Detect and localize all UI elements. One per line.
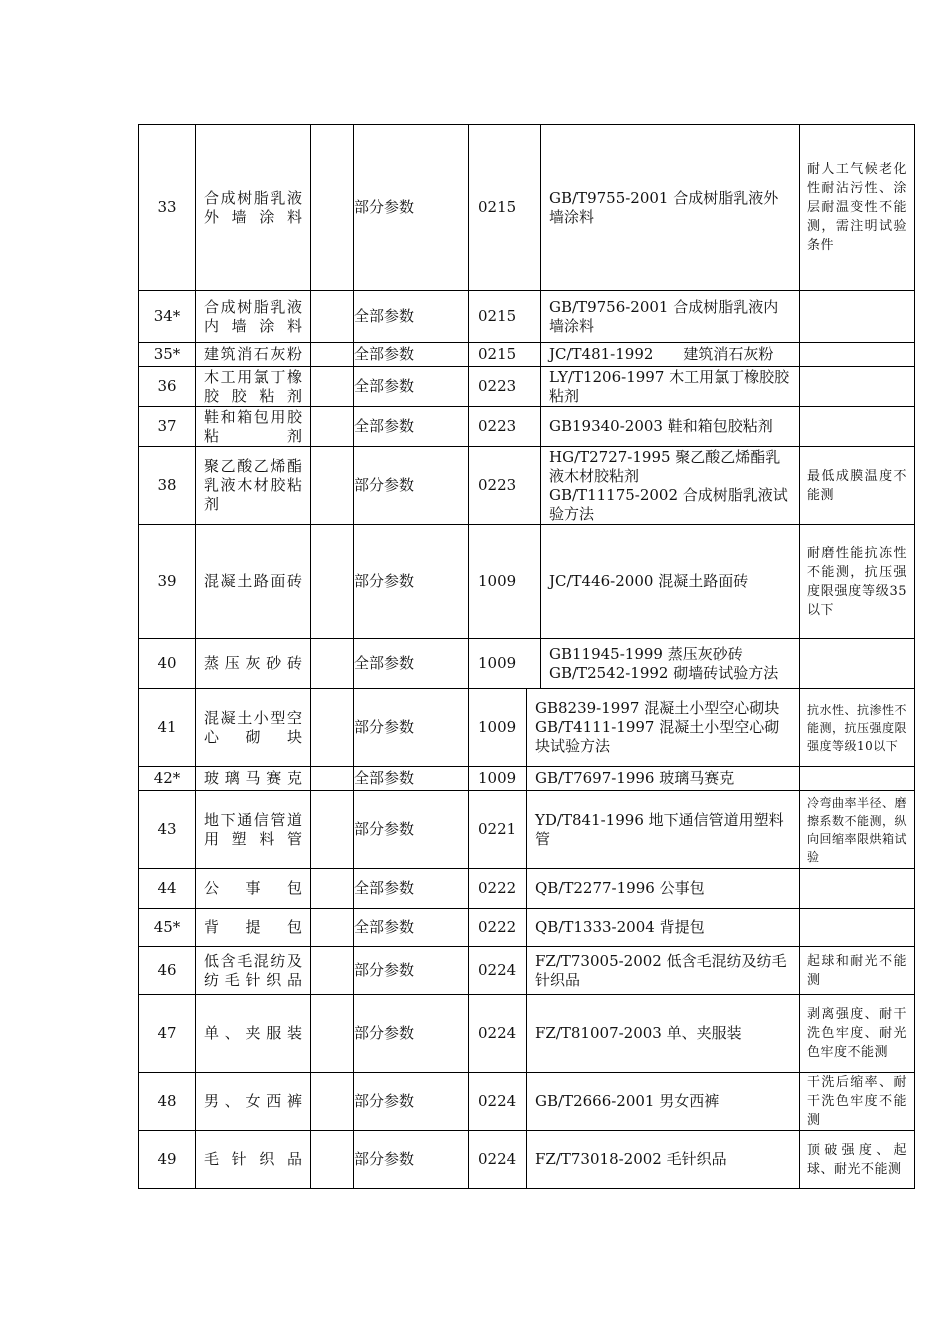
test-scope-text: 全部参数: [354, 417, 415, 435]
category-code: [469, 995, 526, 1072]
product-name-text: 鞋和箱包用胶粘剂: [204, 407, 302, 445]
row-number: [139, 639, 195, 688]
remark-text: 耐人工气候老化性耐沾污性、涂层耐温变性不能测，需注明试验条件: [807, 162, 907, 253]
remark-text: 最低成膜温度不能测: [807, 468, 907, 503]
row-number: [139, 1073, 195, 1130]
table-rule: [310, 124, 311, 1189]
standard-reference-text: GB/T2666-2001 男女西裤: [535, 1092, 720, 1110]
remark-text: 起球和耐光不能测: [807, 953, 907, 988]
remark-text: 顶破强度、起球、耐光不能测: [807, 1142, 907, 1177]
standard-reference-text: GB/T7697-1996 玻璃马赛克: [535, 769, 735, 787]
test-scope: [354, 1073, 468, 1130]
standard-reference-text: QB/T1333-2004 背提包: [535, 918, 705, 936]
standard-reference-text: GB11945-1999 蒸压灰砂砖 GB/T2542-1992 砌墙砖试验方法: [549, 644, 779, 682]
category-code: [469, 1131, 526, 1188]
standard-reference: [527, 1131, 799, 1188]
product-name-text: 毛针织品: [204, 1150, 302, 1168]
product-name-text: 单、夹服装: [204, 1024, 302, 1042]
category-code-text: 0222: [478, 879, 517, 897]
category-code: [469, 407, 540, 446]
row-number: [139, 767, 195, 790]
product-name-text: 蒸压灰砂砖: [204, 654, 302, 672]
remark: [800, 909, 914, 946]
standard-reference: [527, 947, 799, 994]
test-scope: [354, 367, 468, 406]
row-number-text: 44: [157, 879, 177, 897]
category-code-text: 1009: [478, 654, 517, 672]
product-name-text: 地下通信管道用塑料管: [204, 810, 302, 848]
remark: [800, 447, 914, 524]
category-code-text: 0223: [478, 476, 517, 494]
standard-reference: [527, 791, 799, 868]
test-scope: [354, 995, 468, 1072]
remark: [800, 767, 914, 790]
test-scope-text: 全部参数: [354, 345, 415, 363]
product-name: [196, 125, 310, 290]
row-number-text: 49: [157, 1150, 177, 1168]
row-number-text: 40: [157, 654, 177, 672]
remark: [800, 125, 914, 290]
product-name-text: 合成树脂乳液内墙涂料: [204, 297, 302, 335]
product-name-text: 聚乙酸乙烯酯乳液木材胶粘剂: [204, 457, 302, 513]
row-number: [139, 869, 195, 908]
row-number-text: 47: [157, 1024, 177, 1042]
test-scope-text: 部分参数: [354, 961, 415, 979]
category-code-text: 1009: [478, 769, 517, 787]
test-scope: [354, 125, 468, 290]
category-code-text: 0224: [478, 1024, 517, 1042]
product-name: [196, 767, 310, 790]
product-name: [196, 525, 310, 638]
remark: [800, 689, 914, 766]
test-scope: [354, 689, 468, 766]
test-scope-text: 部分参数: [354, 476, 415, 494]
category-code-text: 0224: [478, 1150, 517, 1168]
row-number-text: 35*: [153, 345, 181, 363]
row-number-text: 42*: [153, 769, 181, 787]
standard-reference-text: FZ/T73018-2002 毛针织品: [535, 1150, 727, 1168]
test-scope-text: 全部参数: [354, 654, 415, 672]
test-scope: [354, 343, 468, 366]
standard-reference: [541, 343, 799, 366]
remark-text: 干洗后缩率、耐干洗色牢度不能测: [807, 1075, 907, 1128]
test-scope: [354, 291, 468, 342]
test-scope-text: 全部参数: [354, 307, 415, 325]
category-code-text: 0224: [478, 1092, 517, 1110]
product-name-text: 男、女西裤: [204, 1092, 302, 1110]
remark: [800, 1131, 914, 1188]
table-rule: [914, 124, 915, 1189]
category-code-text: 0221: [478, 820, 517, 838]
category-code: [469, 767, 526, 790]
standard-reference: [541, 525, 799, 638]
category-code: [469, 525, 540, 638]
product-name-text: 玻璃马赛克: [204, 769, 302, 787]
category-code: [469, 447, 540, 524]
category-code: [469, 291, 540, 342]
remark: [800, 791, 914, 868]
product-name-text: 混凝土小型空心砌块: [204, 708, 302, 746]
standard-reference: [527, 767, 799, 790]
product-name-text: 公事包: [204, 879, 302, 897]
row-number: [139, 791, 195, 868]
category-code-text: 1009: [478, 718, 517, 736]
standard-reference-text: FZ/T81007-2003 单、夹服装: [535, 1024, 742, 1042]
row-number-text: 37: [157, 417, 177, 435]
product-name-text: 混凝土路面砖: [204, 572, 302, 590]
remark: [800, 367, 914, 406]
category-code: [469, 947, 526, 994]
standard-reference-text: HG/T2727-1995 聚乙酸乙烯酯乳液木材胶粘剂 GB/T11175-2002 合成树脂乳液试验方法: [549, 447, 788, 523]
category-code-text: 0222: [478, 918, 517, 936]
product-name: [196, 1073, 310, 1130]
standard-reference: [541, 407, 799, 446]
remark: [800, 947, 914, 994]
standard-reference: [541, 125, 799, 290]
standard-reference: [527, 995, 799, 1072]
category-code-text: 1009: [478, 572, 517, 590]
row-number: [139, 947, 195, 994]
remark-text: 抗水性、抗渗性不能测，抗压强度限强度等级10以下: [807, 702, 908, 753]
remark: [800, 407, 914, 446]
remark-text: 冷弯曲率半径、磨擦系数不能测，纵向回缩率限烘箱试验: [807, 795, 908, 864]
remark: [800, 525, 914, 638]
row-number: [139, 125, 195, 290]
test-scope: [354, 791, 468, 868]
standard-reference-text: GB19340-2003 鞋和箱包胶粘剂: [549, 417, 773, 435]
category-code-text: 0215: [478, 198, 517, 216]
remark: [800, 869, 914, 908]
product-name: [196, 407, 310, 446]
test-scope: [354, 407, 468, 446]
row-number-text: 43: [157, 820, 177, 838]
product-name-text: 背提包: [204, 918, 302, 936]
product-name-text: 合成树脂乳液外墙涂料: [204, 188, 302, 226]
product-name: [196, 367, 310, 406]
category-code: [469, 343, 540, 366]
test-scope-text: 部分参数: [354, 718, 415, 736]
remark: [800, 1073, 914, 1130]
remark: [800, 995, 914, 1072]
row-number-text: 45*: [153, 918, 181, 936]
row-number-text: 33: [157, 198, 177, 216]
row-number: [139, 447, 195, 524]
standard-reference-text: GB8239-1997 混凝土小型空心砌块 GB/T4111-1997 混凝土小型空心砌块试验方法: [535, 699, 780, 755]
product-name: [196, 689, 310, 766]
category-code: [469, 791, 526, 868]
product-name: [196, 909, 310, 946]
row-number: [139, 1131, 195, 1188]
category-code-text: 0223: [478, 417, 517, 435]
row-number-text: 38: [157, 476, 177, 494]
test-scope: [354, 639, 468, 688]
row-number-text: 46: [157, 961, 177, 979]
test-scope: [354, 909, 468, 946]
test-scope-text: 部分参数: [354, 1092, 415, 1110]
category-code-text: 0215: [478, 345, 517, 363]
remark: [800, 291, 914, 342]
test-scope-text: 全部参数: [354, 769, 415, 787]
standard-reference-text: LY/T1206-1997 木工用氯丁橡胶胶粘剂: [549, 367, 790, 405]
category-code: [469, 869, 526, 908]
row-number-text: 39: [157, 572, 177, 590]
standard-reference: [527, 689, 799, 766]
standard-reference-text: YD/T841-1996 地下通信管道用塑料管: [535, 810, 784, 848]
standard-reference: [541, 447, 799, 524]
row-number: [139, 995, 195, 1072]
category-code: [469, 1073, 526, 1130]
row-number: [139, 689, 195, 766]
category-code-text: 0215: [478, 307, 517, 325]
test-scope-text: 全部参数: [354, 377, 415, 395]
row-number-text: 36: [157, 377, 177, 395]
row-number: [139, 909, 195, 946]
test-scope-text: 全部参数: [354, 879, 415, 897]
category-code-text: 0224: [478, 961, 517, 979]
product-name: [196, 639, 310, 688]
standard-reference: [527, 1073, 799, 1130]
test-scope-text: 部分参数: [354, 572, 415, 590]
test-scope: [354, 1131, 468, 1188]
row-number: [139, 291, 195, 342]
remark-text: 耐磨性能抗冻性不能测，抗压强度限强度等级35以下: [807, 545, 907, 618]
standard-reference-text: GB/T9755-2001 合成树脂乳液外墙涂料: [549, 188, 779, 226]
test-scope: [354, 525, 468, 638]
product-name: [196, 291, 310, 342]
product-name: [196, 869, 310, 908]
category-code: [469, 639, 540, 688]
standard-reference-text: QB/T2277-1996 公事包: [535, 879, 705, 897]
standard-reference-text: FZ/T73005-2002 低含毛混纺及纺毛针织品: [535, 951, 787, 989]
test-scope-text: 部分参数: [354, 820, 415, 838]
row-number-text: 41: [157, 718, 177, 736]
row-number: [139, 343, 195, 366]
row-number-text: 34*: [153, 307, 181, 325]
test-scope-text: 全部参数: [354, 918, 415, 936]
category-code: [469, 367, 540, 406]
product-name: [196, 947, 310, 994]
remark-text: 剥离强度、耐干洗色牢度、耐光色牢度不能测: [807, 1007, 907, 1060]
row-number: [139, 367, 195, 406]
remark: [800, 639, 914, 688]
test-scope: [354, 447, 468, 524]
product-name: [196, 995, 310, 1072]
test-scope: [354, 947, 468, 994]
remark: [800, 343, 914, 366]
standard-reference: [541, 367, 799, 406]
test-scope-text: 部分参数: [354, 1024, 415, 1042]
product-name-text: 建筑消石灰粉: [204, 345, 302, 363]
product-name: [196, 1131, 310, 1188]
test-scope-text: 部分参数: [354, 1150, 415, 1168]
standard-reference: [541, 291, 799, 342]
standard-reference-text: JC/T481-1992 建筑消石灰粉: [549, 345, 774, 363]
standard-reference-text: GB/T9756-2001 合成树脂乳液内墙涂料: [549, 297, 779, 335]
standard-reference: [541, 639, 799, 688]
category-code: [469, 689, 526, 766]
category-code: [469, 909, 526, 946]
product-name: [196, 447, 310, 524]
row-number-text: 48: [157, 1092, 177, 1110]
product-name-text: 低含毛混纺及纺毛针织品: [204, 951, 302, 989]
test-scope: [354, 767, 468, 790]
category-code-text: 0223: [478, 377, 517, 395]
test-scope-text: 部分参数: [354, 198, 415, 216]
row-number: [139, 407, 195, 446]
product-name-text: 木工用氯丁橡胶胶粘剂: [204, 367, 302, 405]
test-scope: [354, 869, 468, 908]
standard-reference: [527, 869, 799, 908]
product-name: [196, 343, 310, 366]
product-name: [196, 791, 310, 868]
category-code: [469, 125, 540, 290]
standard-reference-text: JC/T446-2000 混凝土路面砖: [549, 572, 749, 590]
standard-reference: [527, 909, 799, 946]
row-number: [139, 525, 195, 638]
